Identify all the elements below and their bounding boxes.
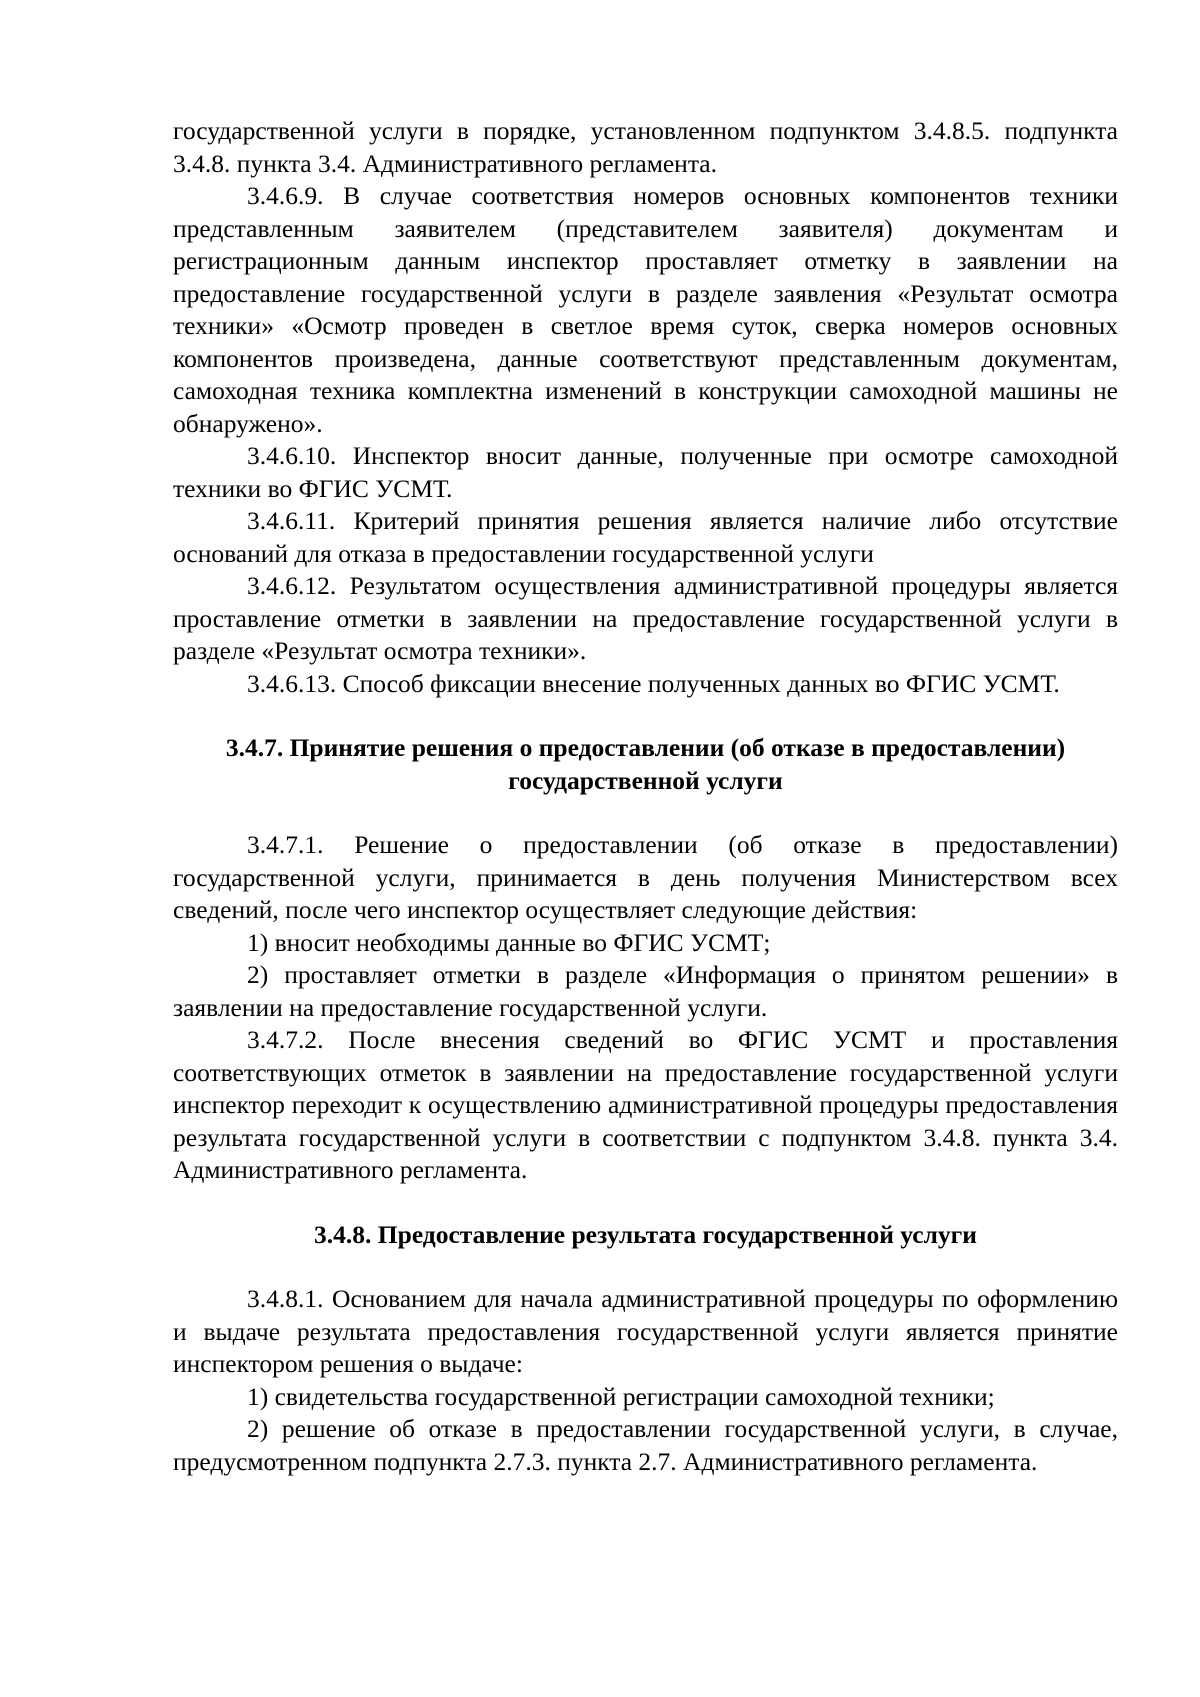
paragraph-3-4-8-1: 3.4.8.1. Основанием для начала административной процедуры по оформлению и выдаче результата предоставления государственной услуги является принятие инспектором решения о выдаче: bbox=[173, 1284, 1118, 1378]
paragraph-continuation: государственной услуги в порядке, установленном подпунктом 3.4.8.5. подпункта 3.4.8. пункта 3.4. Административного регламента. bbox=[173, 116, 1118, 178]
paragraph-3-4-6-10: 3.4.6.10. Инспектор вносит данные, полученные при осмотре самоходной техники во ФГИС УСМТ. bbox=[173, 441, 1118, 503]
document-page bbox=[173, 115, 1118, 1478]
list-item: 2) решение об отказе в предоставлении государственной услуги, в случае, предусмотренном подпункта 2.7.3. пункта 2.7. Административного регламента. bbox=[173, 1414, 1118, 1476]
paragraph-3-4-6-12: 3.4.6.12. Результатом осуществления административной процедуры является проставление отметки в заявлении на предоставление государственной услуги в разделе «Результат осмотра техники». bbox=[173, 571, 1118, 665]
paragraph-3-4-7-1: 3.4.7.1. Решение о предоставлении (об отказе в предоставлении) государственной услуги, принимается в день получения Министерством всех сведений, после чего инспектор осуществляет следующие действия: bbox=[173, 830, 1118, 924]
section-heading-3-4-8: 3.4.8. Предоставление результата государственной услуги bbox=[314, 1219, 977, 1249]
spacer bbox=[173, 797, 1118, 829]
section-heading-3-4-7 bbox=[173, 732, 1118, 797]
list-item: 1) свидетельства государственной регистрации самоходной техники; bbox=[247, 1381, 995, 1411]
section-heading-3-4-7-line1: 3.4.7. Принятие решения о предоставлении (об отказе в предоставлении) bbox=[225, 733, 1066, 762]
paragraph-3-4-6-11: 3.4.6.11. Критерий принятия решения является наличие либо отсутствие оснований для отказа в предоставлении государственной услуги bbox=[173, 506, 1118, 568]
spacer bbox=[173, 700, 1118, 732]
paragraph-3-4-6-13: 3.4.6.13. Способ фиксации внесение полученных данных во ФГИС УСМТ. bbox=[247, 668, 1060, 698]
section-heading-3-4-7-line2: государственной услуги bbox=[508, 765, 783, 795]
paragraph-3-4-6-9: 3.4.6.9. В случае соответствия номеров основных компонентов техники представленным заявителем (представителем заявителя) документам и регистрационным данным инспектор проставляет отметку в заявлении на предоставление государственной услуги в разделе заявления «Результат осмотра техники» «Осмотр проведен в светлое время суток, сверка номеров основных компонентов произведена, данные соответствуют представленным документам, самоходная техника комплектна изменений в конструкции самоходной машины не обнаружено». bbox=[173, 181, 1118, 438]
spacer bbox=[173, 1251, 1118, 1283]
list-item: 1) вносит необходимы данные во ФГИС УСМТ; bbox=[247, 927, 771, 957]
list-item: 2) проставляет отметки в разделе «Информация о принятом решении» в заявлении на предоставление государственной услуги. bbox=[173, 960, 1118, 1022]
spacer bbox=[173, 1187, 1118, 1219]
paragraph-3-4-7-2: 3.4.7.2. После внесения сведений во ФГИС УСМТ и проставления соответствующих отметок в заявлении на предоставление государственной услуги инспектор переходит к осуществлению административной процедуры предоставления результата государственной услуги в соответствии с подпунктом 3.4.8. пункта 3.4. Административного регламента. bbox=[173, 1025, 1118, 1184]
